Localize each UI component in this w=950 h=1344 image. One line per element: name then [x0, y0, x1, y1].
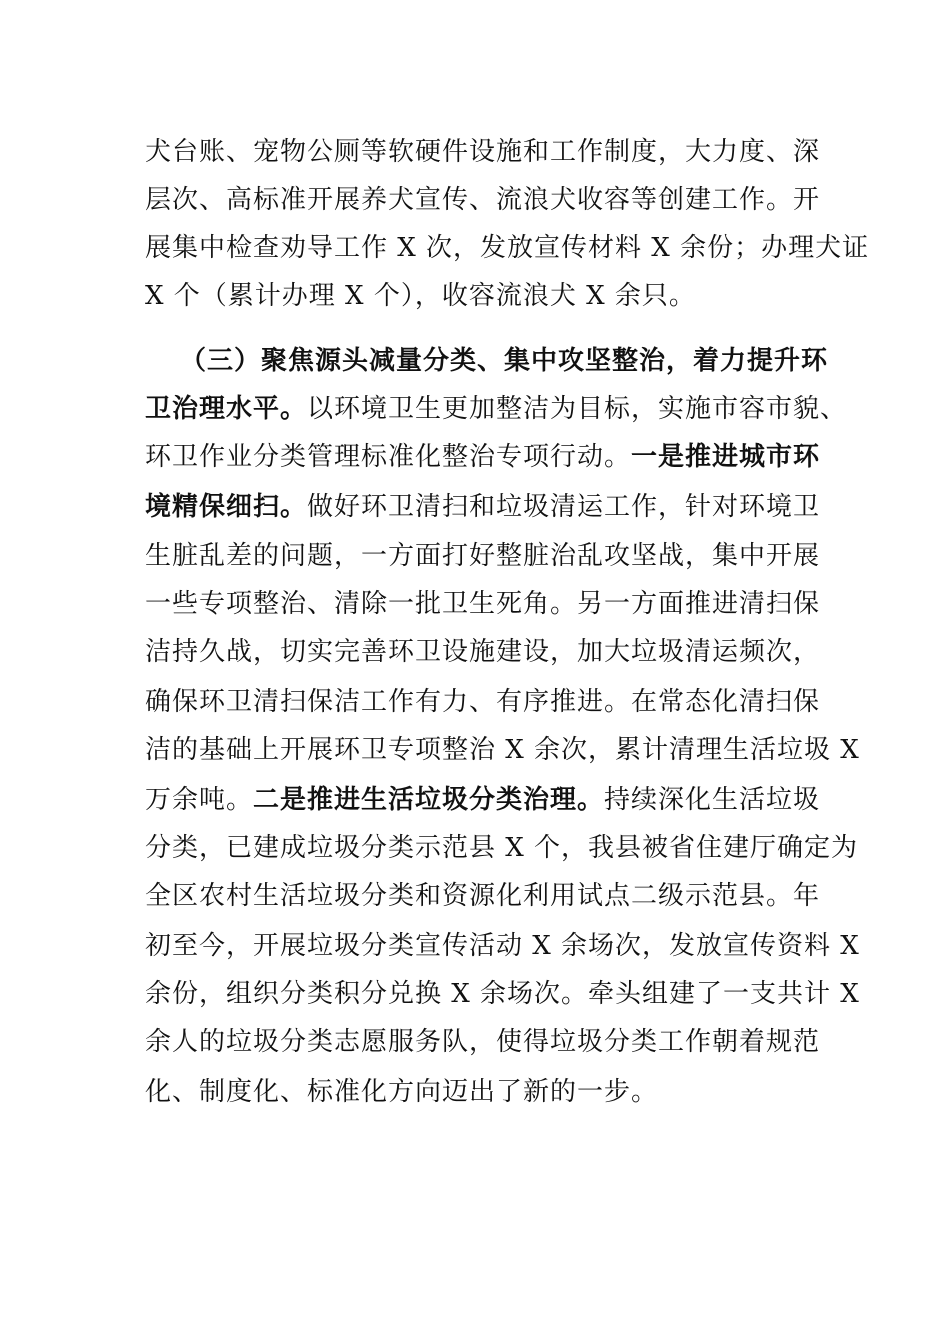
paragraph-2-line-11: 分类，已建成垃圾分类示范县 X 个，我县被省住建厅确定为 — [145, 833, 859, 863]
paragraph-2-line-4-text: 做好环卫清扫和垃圾清运工作，针对环境卫 — [307, 492, 821, 522]
paragraph-2-line-16: 化、制度化、标准化方向迈出了新的一步。 — [145, 1077, 659, 1107]
point-one-heading-part-1: 一是推进城市环 — [631, 442, 821, 472]
paragraph-2-line-12: 全区农村生活垃圾分类和资源化利用试点二级示范县。年 — [145, 881, 821, 911]
paragraph-2-line-4 — [145, 489, 820, 525]
section-heading-line-1: （三）聚焦源头减量分类、集中攻坚整治，着力提升环 — [180, 346, 829, 376]
point-one-heading-part-2: 境精保细扫。 — [145, 492, 308, 522]
paragraph-2-line-3 — [145, 439, 820, 475]
paragraph-1-line-4: X 个（累计办理 X 个），收容流浪犬 X 余只。 — [145, 281, 696, 311]
section-heading-line-2: 卫治理水平。 — [145, 394, 308, 424]
paragraph-2-line-6: 一些专项整治、清除一批卫生死角。另一方面推进清扫保 — [145, 589, 821, 619]
paragraph-2-line-8: 确保环卫清扫保洁工作有力、有序推进。在常态化清扫保 — [145, 687, 821, 717]
paragraph-2-line-2 — [145, 391, 847, 427]
paragraph-2-line-3-text: 环卫作业分类管理标准化整治专项行动。 — [145, 442, 632, 472]
paragraph-2-line-2-text: 以环境卫生更加整洁为目标，实施市容市貌、 — [307, 394, 848, 424]
paragraph-2-line-15: 余人的垃圾分类志愿服务队，使得垃圾分类工作朝着规范 — [145, 1027, 821, 1057]
paragraph-2-line-7: 洁持久战，切实完善环卫设施建设，加大垃圾清运频次， — [145, 637, 821, 667]
paragraph-2-line-14: 余份，组织分类积分兑换 X 余场次。牵头组建了一支共计 X — [145, 979, 860, 1009]
paragraph-1-line-3: 展集中检查劝导工作 X 次，发放宣传材料 X 余份；办理犬证 — [145, 233, 870, 263]
paragraph-2-line-13: 初至今，开展垃圾分类宣传活动 X 余场次，发放宣传资料 X — [145, 931, 860, 961]
paragraph-2-line-9: 洁的基础上开展环卫专项整治 X 余次，累计清理生活垃圾 X — [145, 735, 860, 765]
paragraph-2-line-5: 生脏乱差的问题，一方面打好整脏治乱攻坚战，集中开展 — [145, 541, 821, 571]
paragraph-2-line-10-rest: 持续深化生活垃圾 — [604, 785, 821, 815]
paragraph-1-line-2: 层次、高标准开展养犬宣传、流浪犬收容等创建工作。开 — [145, 185, 821, 215]
paragraph-2-line-10 — [145, 782, 820, 818]
paragraph-2-line-10-text: 万余吨。 — [145, 785, 254, 815]
paragraph-1-line-1: 犬台账、宠物公厕等软硬件设施和工作制度，大力度、深 — [145, 137, 821, 167]
point-two-heading: 二是推进生活垃圾分类治理。 — [253, 785, 605, 815]
